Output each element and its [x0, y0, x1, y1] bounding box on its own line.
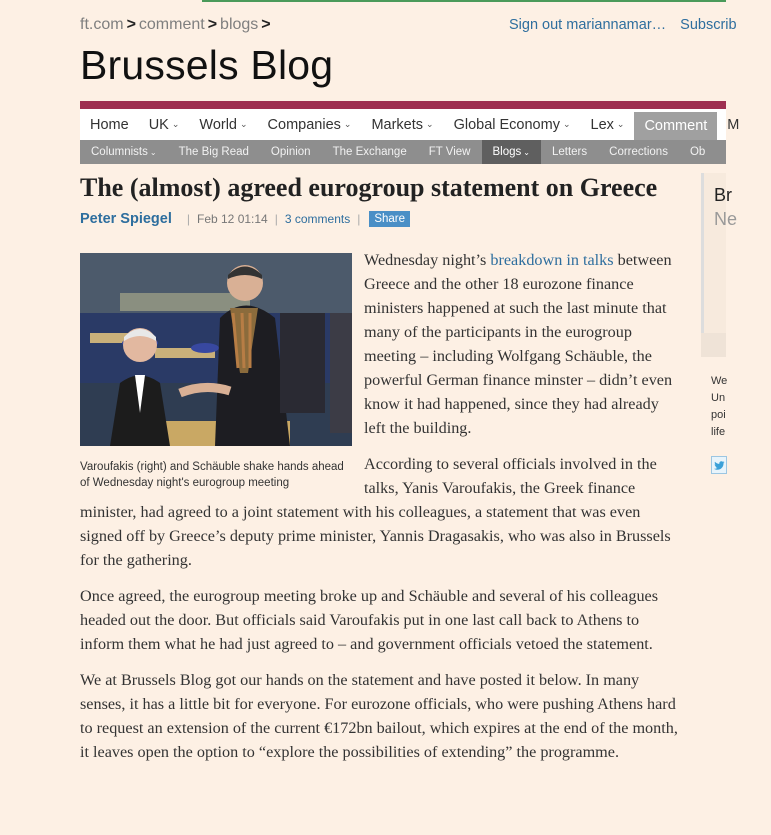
sidebar-line: Un [711, 392, 726, 404]
nav-item-global-economy[interactable] [444, 109, 581, 140]
subnav-item-the-big-read[interactable] [168, 140, 260, 164]
subnav-item-blogs[interactable] [482, 140, 541, 164]
nav-accent-bar [80, 101, 726, 109]
chevron-down-icon: ⌄ [240, 119, 248, 129]
subnav-item-label: Ob [689, 146, 706, 158]
secondary-nav [80, 140, 726, 164]
breadcrumb-separator: > [207, 16, 218, 33]
publish-date: Feb 12 01:14 [197, 212, 268, 226]
paragraph-2: According to several officials involved in the talks, Yanis Varoufakis, the Greek finance minister, had agreed to a joint statement with his colleagues, a statement that was even signed off by Greece’s deputy prime minister, Yannis Dragasakis, who was also in Brussels for the gathering. [80, 455, 671, 569]
chevron-down-icon: ⌄ [343, 119, 352, 129]
share-button[interactable]: Share [369, 211, 410, 227]
divider: | [186, 212, 190, 226]
divider: | [357, 212, 361, 226]
breadcrumb-blogs-link[interactable]: blogs [220, 16, 259, 33]
breakdown-in-talks-link[interactable]: breakdown in talks [490, 251, 614, 269]
author-link[interactable]: Peter Spiegel [80, 211, 172, 227]
subnav-item-label: Columnists [91, 146, 148, 158]
subnav-item-ob[interactable] [679, 140, 716, 164]
subnav-item-label: Corrections [609, 146, 668, 158]
chevron-down-icon: ⌄ [426, 119, 434, 129]
sidebar-title: Br [714, 185, 732, 205]
subnav-item-label: Letters [551, 146, 588, 158]
nav-item-home[interactable] [80, 109, 139, 140]
article-body [80, 248, 683, 776]
chevron-down-icon: ⌄ [523, 147, 530, 157]
sidebar-line: poi [711, 409, 726, 421]
nav-item-label: UK [148, 116, 169, 133]
breadcrumb-separator: > [261, 16, 271, 33]
subnav-item-label: Blogs [492, 146, 522, 158]
sidebar-line: We [711, 375, 728, 387]
paragraph-3: Once agreed, the eurogroup meeting broke up and Schäuble and several of his colleagues headed out the door. But officials said Varoufakis put in one last call back to Athens to inform them what he had just agreed to – and government officials vetoed the statement. [80, 587, 659, 653]
sidebar-box [701, 173, 738, 333]
nav-item-m[interactable] [717, 109, 749, 140]
nav-item-label: World [199, 116, 237, 133]
twitter-icon[interactable] [711, 456, 727, 474]
paragraph-text: between Greece and the other 18 eurozone finance ministers happened at such the last minute that many of the participants in the eurogroup meeting – including Wolfgang Schäuble, the powerful German finance minster – didn’t even know it had happened, since they had already left the building. [364, 251, 673, 437]
nav-item-label: Home [90, 116, 129, 133]
nav-item-lex[interactable] [581, 109, 635, 140]
article-headline: The (almost) agreed eurogroup statement on Greece [80, 173, 658, 202]
nav-item-comment[interactable] [634, 112, 717, 140]
nav-item-label: Global Economy [453, 116, 560, 133]
subscribe-link[interactable]: Subscrib [680, 17, 737, 33]
sidebar-band [701, 333, 726, 357]
nav-item-label: Companies [267, 116, 341, 133]
photo-caption: Varoufakis (right) and Schäuble shake hands ahead of Wednesday night's eurogroup meeting [80, 461, 344, 489]
primary-nav [80, 109, 740, 140]
subnav-item-ft-view[interactable] [418, 140, 482, 164]
paragraph-text: Wednesday night’s [364, 251, 491, 269]
blog-title[interactable]: Brussels Blog [80, 42, 334, 88]
account-links [509, 17, 751, 33]
top-accent-line [202, 0, 726, 2]
subnav-item-opinion[interactable] [260, 140, 322, 164]
chevron-down-icon: ⌄ [616, 119, 625, 129]
byline [80, 211, 410, 227]
divider: | [274, 212, 278, 226]
subnav-item-the-exchange[interactable] [322, 140, 418, 164]
paragraph-4: We at Brussels Blog got our hands on the statement and have posted it below. In many senses, it has a little bit for everyone. For eurozone officials, who were pushing Athens hard to request an extension of the current €172bn bailout, which expires at the end of the month, it leaves open the option to “explore the possibilities of extending” the programme. [80, 671, 678, 761]
breadcrumb-site-link[interactable]: ft.com [80, 16, 124, 33]
breadcrumb-comment-link[interactable]: comment [138, 16, 205, 33]
nav-item-label: M [727, 116, 740, 133]
nav-item-markets[interactable] [361, 109, 443, 140]
nav-item-label: Comment [644, 118, 708, 134]
sidebar-line: life [711, 426, 726, 438]
chevron-down-icon: ⌄ [562, 119, 571, 129]
breadcrumb-separator: > [126, 16, 136, 33]
nav-item-uk[interactable] [139, 109, 190, 140]
sidebar-subtitle: Ne [714, 209, 738, 229]
sidebar-text [711, 373, 771, 441]
breadcrumb [80, 16, 274, 34]
comments-link[interactable]: 3 comments [284, 212, 351, 226]
subnav-item-columnists[interactable] [80, 140, 168, 164]
subnav-item-corrections[interactable] [598, 140, 679, 164]
nav-item-label: Lex [590, 116, 614, 133]
subnav-item-label: Opinion [270, 146, 311, 158]
nav-item-label: Markets [371, 116, 424, 133]
right-sidebar [701, 173, 738, 835]
chevron-down-icon: ⌄ [149, 147, 157, 157]
nav-item-companies[interactable] [258, 109, 362, 140]
subnav-item-label: The Big Read [178, 146, 249, 158]
nav-item-world[interactable] [189, 109, 257, 140]
subnav-item-label: FT View [428, 146, 471, 158]
chevron-down-icon: ⌄ [171, 119, 180, 129]
subnav-item-letters[interactable] [541, 140, 598, 164]
sign-out-link[interactable]: Sign out mariannamar… [509, 17, 667, 33]
image-spacer [80, 248, 364, 480]
subnav-item-label: The Exchange [332, 146, 407, 158]
